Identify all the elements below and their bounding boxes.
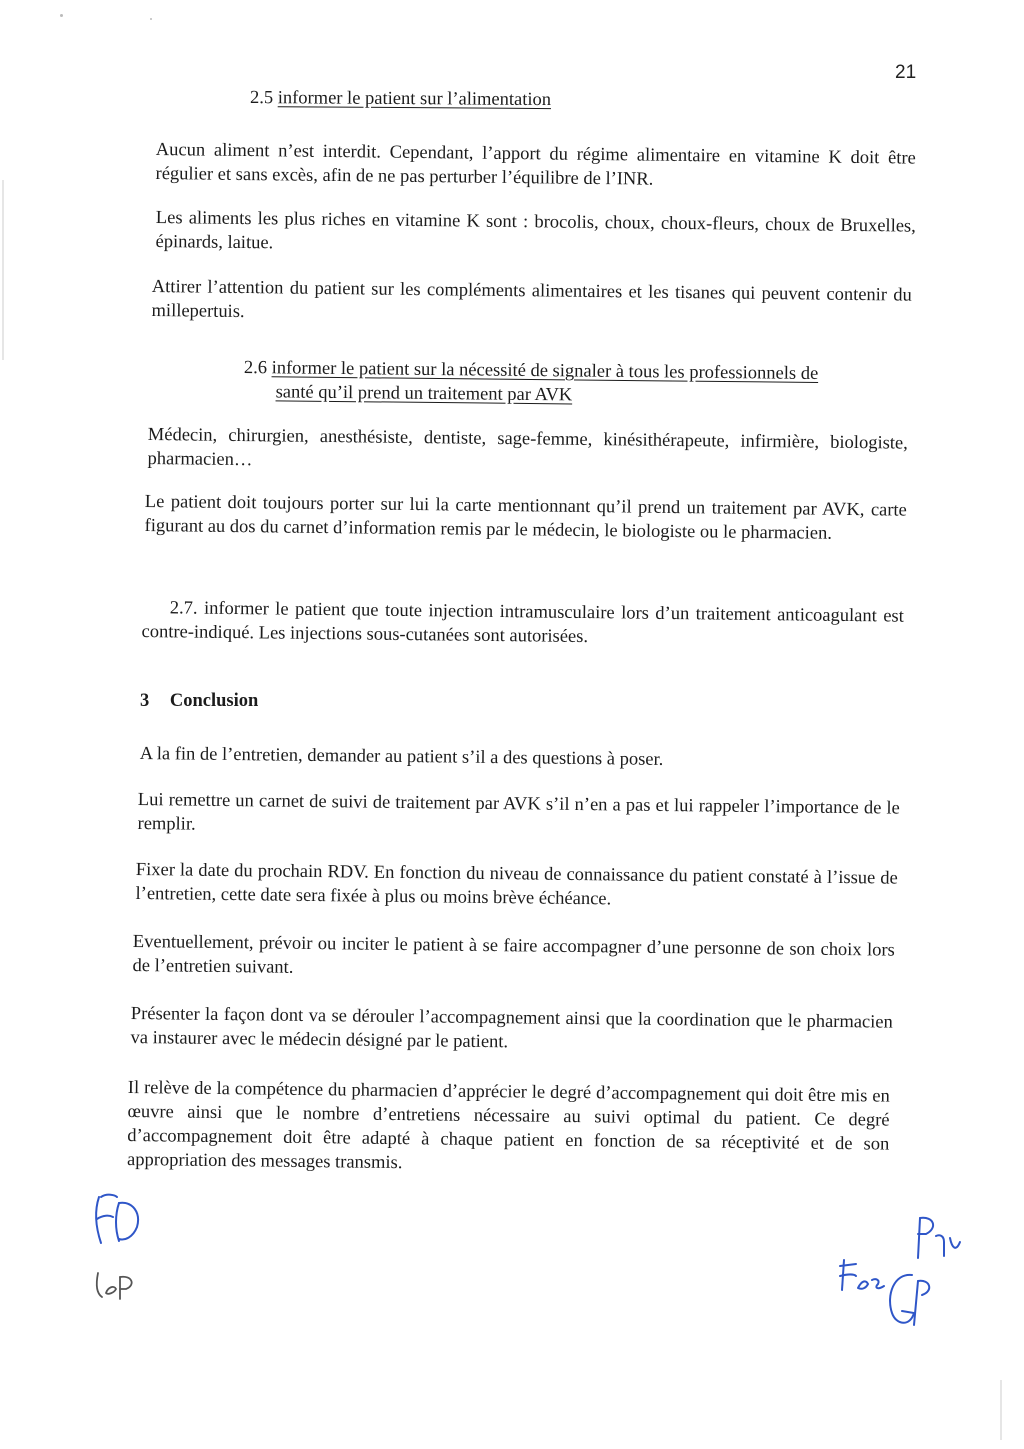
page-edge-shadow — [1000, 1380, 1002, 1440]
section-number: 2.5 — [249, 88, 274, 109]
handwritten-initials-ink-left — [85, 1185, 155, 1255]
section-title: Conclusion — [169, 691, 259, 711]
paragraph: Lui remettre un carnet de suivi de traitement par AVK s’il n’en a pas et lui rappeler l’importance de le remplir. — [137, 789, 900, 835]
paragraph: Les aliments les plus riches en vitamine K sont : brocolis, choux, choux-fleurs, choux de Bruxelles, épinards, laitue. — [155, 207, 916, 254]
page-number: 21 — [895, 62, 917, 83]
section-title-line2: santé qu’il prend un traitement par AVK — [275, 382, 573, 406]
section-title-line1: informer le patient sur la nécessité de signaler à tous les professionnels de — [271, 358, 819, 385]
paragraph: Aucun aliment n’est interdit. Cependant, l’apport du régime alimentaire en vitamine K doit être régulier et sans excès, afin de ne pas perturber l’équilibre de l’INR. — [155, 139, 916, 190]
paragraph: Présenter la façon dont va se dérouler l’accompagnement ainsi que la coordination que le pharmacien va instaurer avec le médecin désigné par le patient. — [130, 1003, 893, 1053]
paragraph-section-2-7: 2.7. informer le patient que toute injection intramusculaire lors d’un traitement anticoagulant est contre-indiqué. Les injections sous-cutanées sont autorisées. — [141, 598, 904, 648]
paragraph: Attirer l’attention du patient sur les compléments alimentaires et les tisanes qui peuvent contenir du millepertuis. — [151, 276, 912, 323]
section-2-5-heading — [250, 86, 551, 112]
paragraph: Il relève de la compétence du pharmacien d’apprécier le degré d’accompagnement qui doit être mis en œuvre ainsi que le nombre d’entretiens nécessaire au suivi optimal du patient. Ce degré d’accompagnement doit être adapté à chaque patient en fonction de sa réceptivité et de son appropriation des messages transmis. — [126, 1077, 890, 1174]
scan-speck — [150, 18, 152, 20]
handwritten-signature-right-bottom — [880, 1265, 940, 1335]
paragraph: Eventuellement, prévoir ou inciter le patient à se faire accompagner d’une personne de son choix lors de l’entretien suivant. — [132, 931, 895, 978]
paragraph: Fixer la date du prochain RDV. En fonction du niveau de connaissance du patient constaté à l’issue de l’entretien, cette date sera fixée à plus ou moins brève échéance. — [135, 859, 898, 910]
section-3-heading — [140, 689, 258, 713]
paragraph: A la fin de l’entretien, demander au patient s’il a des questions à poser. — [139, 743, 664, 770]
section-number: 2.6 — [243, 357, 268, 379]
section-2-6-heading — [243, 356, 903, 411]
section-title: informer le patient sur l’alimentation — [277, 88, 552, 111]
handwritten-signature-right-top — [908, 1208, 968, 1263]
section-number: 3 — [140, 691, 150, 711]
handwritten-initials-pencil-left — [92, 1265, 152, 1305]
paragraph: Le patient doit toujours porter sur lui la carte mentionnant qu’il prend un traitement par AVK, carte figurant au dos du carnet d’information remis par le médecin, le biologiste ou le pharmacien. — [144, 491, 907, 544]
scan-speck — [60, 14, 63, 17]
paragraph: Médecin, chirurgien, anesthésiste, dentiste, sage-femme, kinésithérapeute, infirmière, biologiste, pharmacien… — [147, 424, 908, 471]
page-edge-shadow — [2, 180, 4, 360]
